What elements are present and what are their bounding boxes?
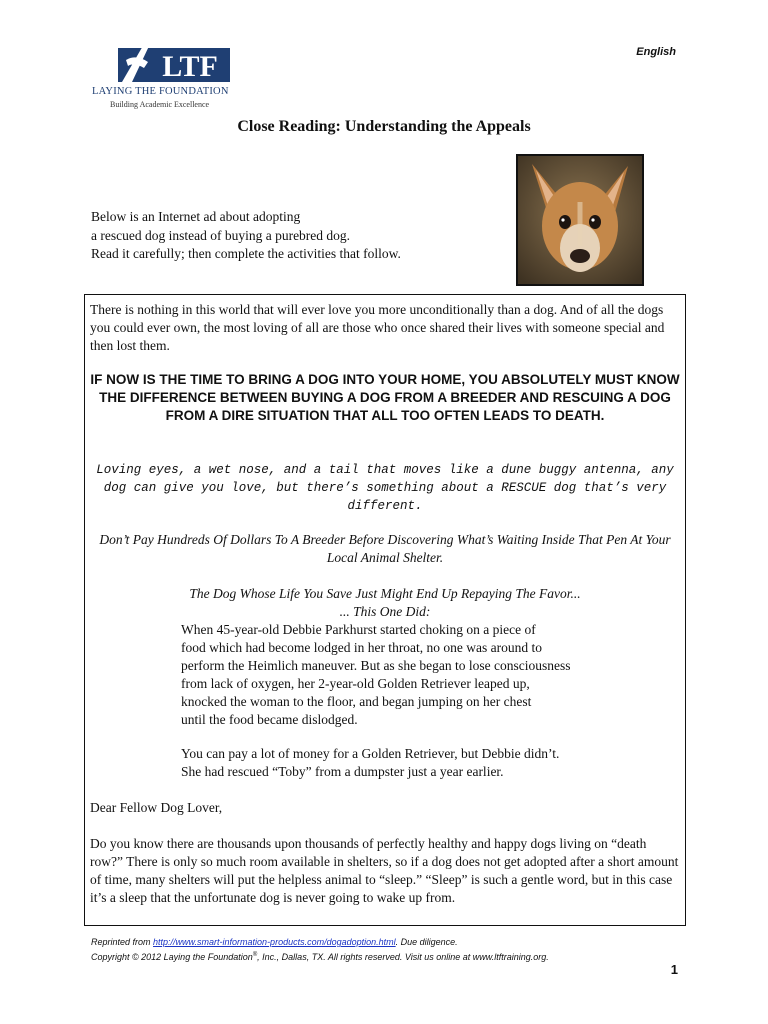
story-line: She had rescued “Toby” from a dumpster just a year earlier. (181, 764, 504, 779)
story-line: perform the Heimlich maneuver. But as she began to lose consciousness (181, 658, 571, 673)
intro-line: Read it carefully; then complete the activities that follow. (91, 246, 401, 261)
story-line: You can pay a lot of money for a Golden Retriever, but Debbie didn’t. (181, 746, 560, 761)
story-line: until the food became dislodged. (181, 712, 358, 727)
ltf-logo-mark (118, 44, 230, 84)
source-link[interactable]: http://www.smart-information-products.com/dogadoption.html (153, 937, 396, 947)
footer-copyright-line (91, 949, 549, 964)
footer-reprint-line (91, 936, 549, 949)
copyright-prefix: Copyright © 2012 Laying the Foundation (91, 952, 253, 962)
footer-reprint-suffix: . Due diligence. (395, 937, 458, 947)
story-line: from lack of oxygen, her 2-year-old Golden Retriever leaped up, (181, 676, 530, 691)
ad-typewriter-text: Loving eyes, a wet nose, and a tail that moves like a dune buggy antenna, any dog can give you love, but there’s something about a RESCUE dog that’s very different. (96, 463, 674, 513)
ad-salutation: Dear Fellow Dog Lover, (90, 800, 223, 815)
logo-tagline: Building Academic Excellence (110, 100, 210, 109)
logo-name: LAYING THE FOUNDATION (92, 86, 229, 97)
language-label: English (636, 46, 676, 58)
ad-text-box (84, 294, 686, 926)
story-line: When 45-year-old Debbie Parkhurst started choking on a piece of (181, 622, 536, 637)
story-line: food which had become lodged in her throat, no one was around to (181, 640, 543, 655)
story-line: knocked the woman to the floor, and began jumping on her chest (181, 694, 532, 709)
ad-caps-heading: IF NOW IS THE TIME TO BRING A DOG INTO YOUR HOME, YOU ABSOLUTELY MUST KNOW THE DIFFERENCE BETWEEN BUYING A DOG FROM A BREEDER AND RESCUING A DOG FROM A DIRE SITUATION THAT ALL TOO OFTEN LEADS TO DEATH. (90, 372, 680, 423)
ad-story (181, 621, 571, 729)
puppy-illustration (518, 156, 642, 284)
intro-line: a rescued dog instead of buying a purebred dog. (91, 227, 351, 243)
registered-mark: ® (252, 952, 258, 958)
intro-text (91, 208, 401, 264)
ad-story-2 (181, 745, 559, 781)
logo-mark-text: LTF (162, 50, 218, 83)
footer-reprint-prefix: Reprinted from (91, 937, 154, 947)
ad-italic-tagline-1: Don’t Pay Hundreds Of Dollars To A Breeder Before Discovering What’s Waiting Inside That Pen At Your Local Animal Shelter. (99, 532, 671, 565)
ad-italic-tagline-2 (85, 585, 685, 621)
ad-paragraph-1: There is nothing in this world that will ever love you more unconditionally than a dog. And of all the dogs you could ever own, the most loving of all are those who once shared their lives with someone special and then lost them. (90, 302, 665, 353)
puppy-photo (516, 154, 644, 286)
ltf-logo (88, 44, 238, 116)
ad-paragraph-last: Do you know there are thousands upon thousands of perfectly healthy and happy dogs living on “death row?” There is only so much room available in shelters, so if a dog does not get adopted after a short amount of time, many shelters will put the helpless animal to “sleep.” “Sleep” is such a gentle word, but in this case it’s a sleep that the unfortunate dog is never going to wake up from. (90, 836, 679, 905)
intro-line: Below is an Internet ad about adopting (91, 209, 301, 224)
ad-italic-line: The Dog Whose Life You Save Just Might End Up Repaying The Favor... (189, 586, 581, 601)
page-number: 1 (670, 962, 678, 977)
copyright-suffix: , Inc., Dallas, TX. All rights reserved. Visit us online at www.ltftraining.org. (257, 952, 549, 962)
page-title: Close Reading: Understanding the Appeals (237, 118, 531, 135)
ad-italic-line: ... This One Did: (339, 604, 431, 619)
footer (91, 936, 549, 964)
